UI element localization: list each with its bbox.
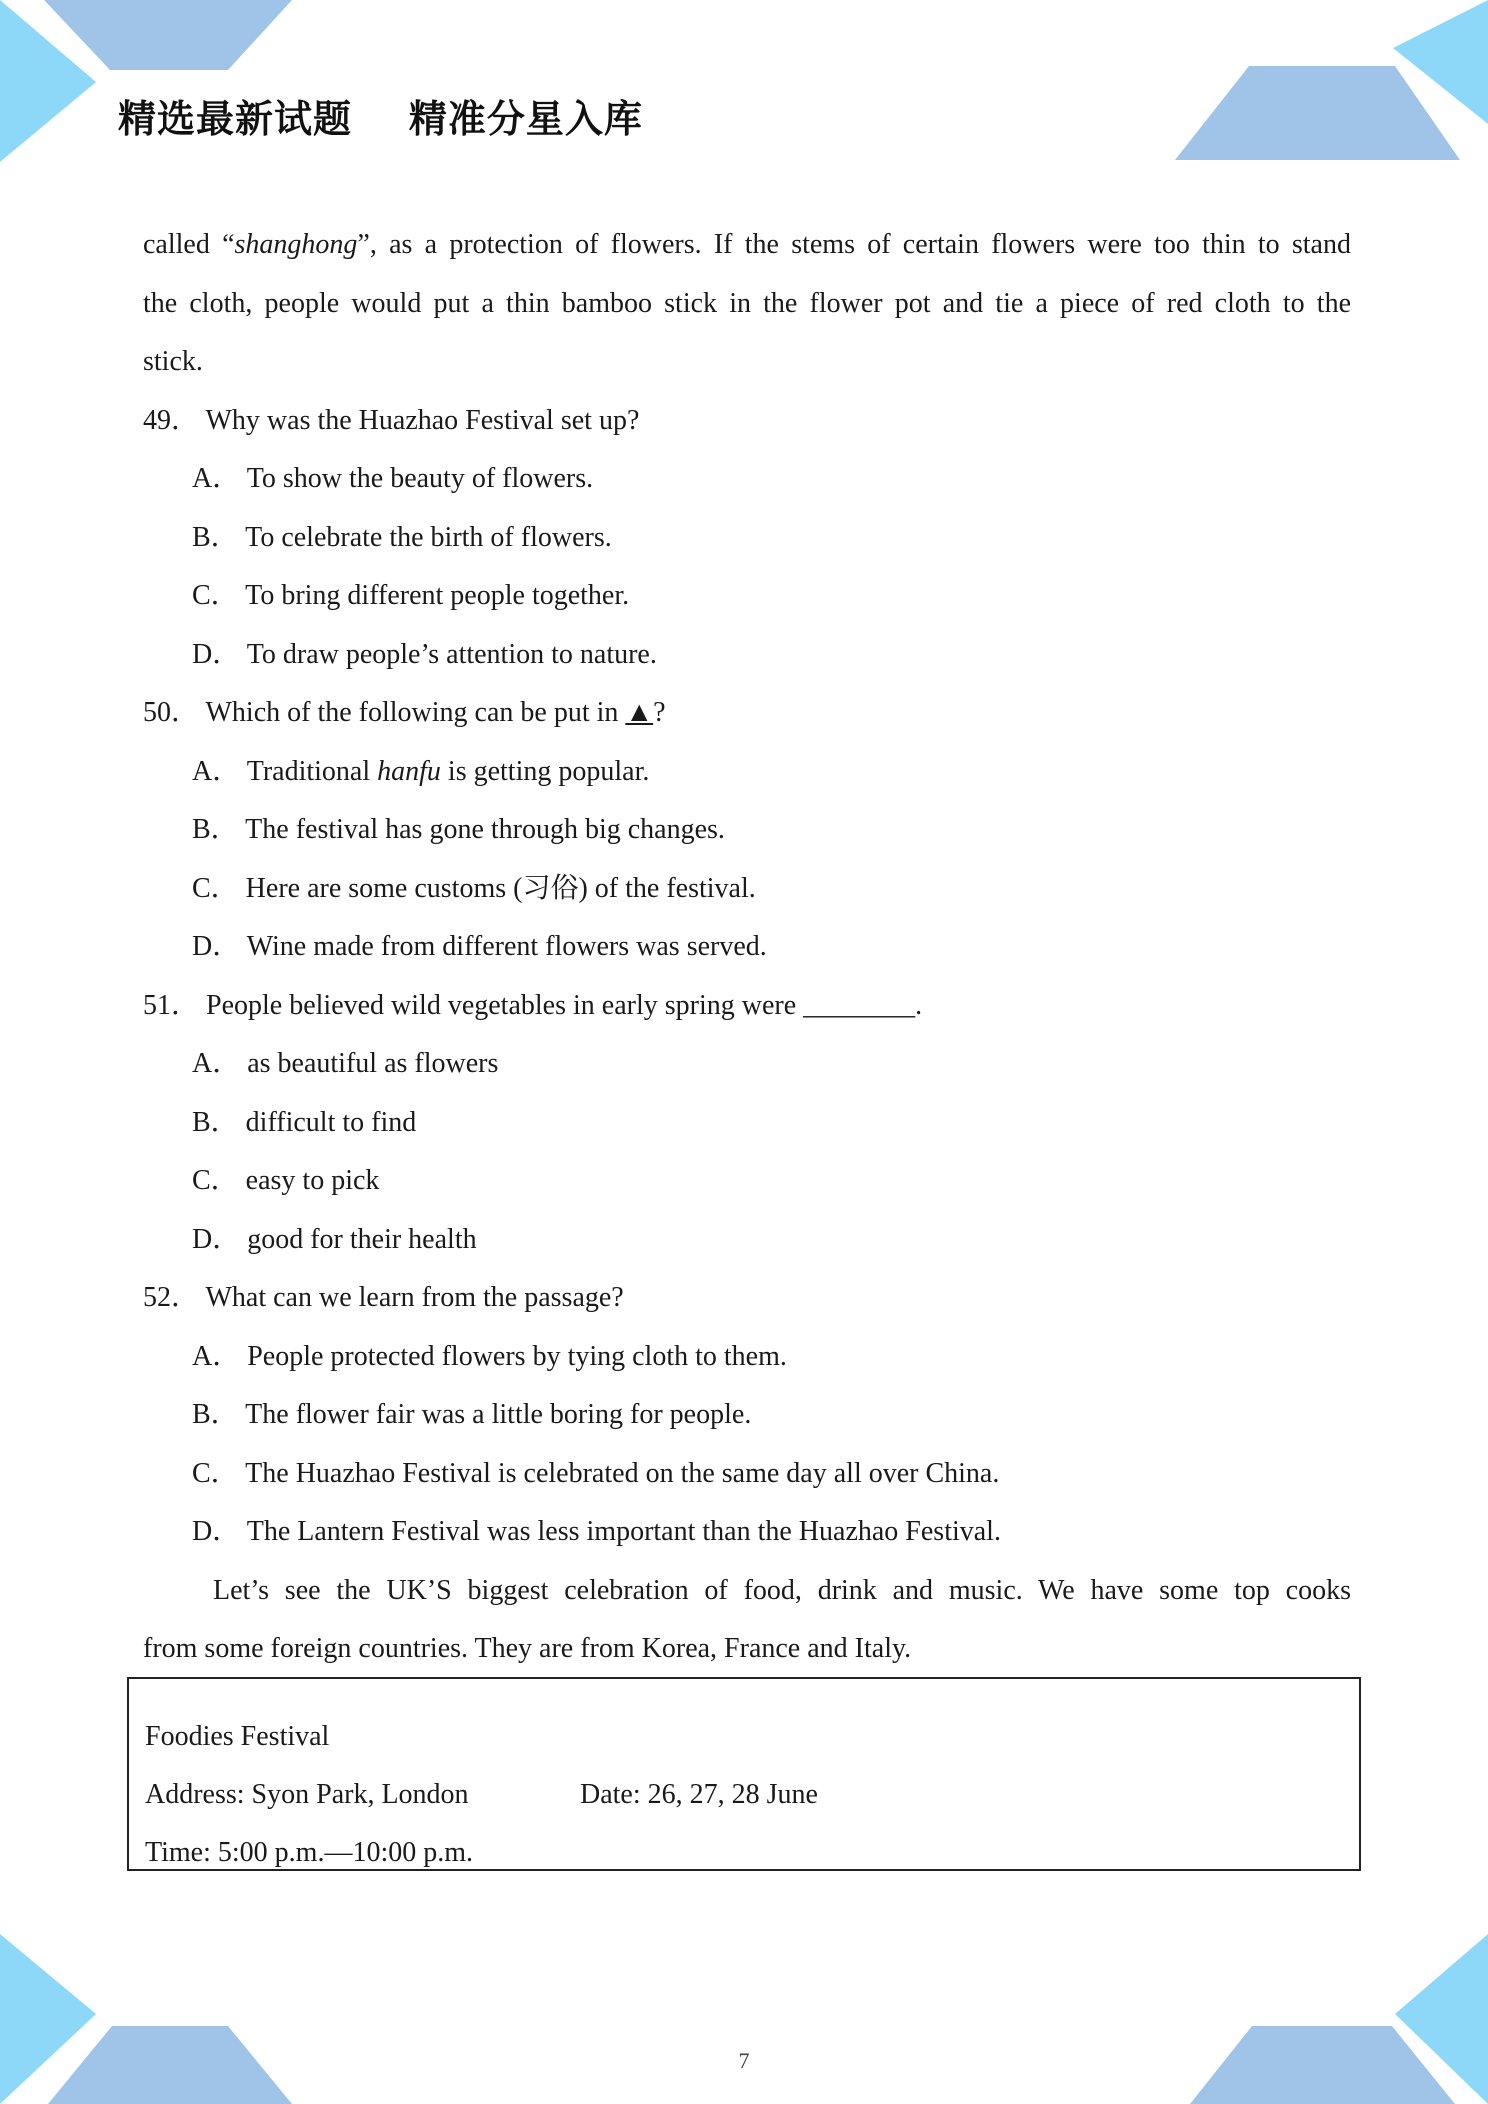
answer-option: B． The festival has gone through big changes. — [192, 814, 725, 845]
option-italic-term: hanfu — [377, 755, 441, 787]
question-stem: 51． People believed wild vegetables in early spring were ________. — [143, 989, 923, 1021]
header-title: 精选最新试题 精准分星入库 — [118, 97, 643, 141]
answer-option: C． The Huazhao Festival is celebrated on the same day all over China. — [192, 1457, 1000, 1489]
answer-option: D． To draw people’s attention to nature. — [192, 638, 657, 670]
question-stem: 49． Why was the Huazhao Festival set up? — [143, 404, 640, 436]
question-stem: 52． What can we learn from the passage? — [143, 1282, 624, 1313]
passage-text: called “ — [143, 229, 235, 260]
festival-date: Date: 26, 27, 28 June — [580, 1779, 818, 1810]
festival-title: Foodies Festival — [145, 1721, 330, 1752]
answer-option: B． difficult to find — [192, 1106, 417, 1138]
answer-option: D． good for their health — [192, 1223, 477, 1255]
festival-address: Address: Syon Park, London — [145, 1779, 469, 1810]
answer-option: C． To bring different people together. — [192, 580, 630, 611]
top-left-trapezoid — [44, 0, 292, 70]
passage-line: from some foreign countries. They are from Korea, France and Italy. — [143, 1633, 912, 1664]
answer-option: D． The Lantern Festival was less important than the Huazhao Festival. — [192, 1516, 1001, 1547]
exam-content — [143, 216, 1351, 1679]
question-text: 50． Which of the following can be put in — [143, 697, 626, 728]
answer-option: A． To show the beauty of flowers. — [192, 463, 594, 494]
answer-option: B． The flower fair was a little boring for people. — [192, 1399, 752, 1430]
festival-info-box — [127, 1677, 1361, 1871]
question-stem — [143, 684, 1351, 743]
passage-line: the cloth, people would put a thin bamboo stick in the flower pot and tie a piece of red cloth to the — [143, 287, 1351, 319]
answer-option — [143, 743, 1351, 802]
passage-line: Let’s see the UK’S biggest celebration of food, drink and music. We have some top cooks — [213, 1574, 1351, 1606]
option-text: A． Traditional — [192, 755, 378, 787]
answer-option: D． Wine made from different flowers was served. — [192, 931, 767, 962]
answer-option: A． as beautiful as flowers — [192, 1048, 499, 1079]
passage-text: ”, as a protection of flowers. If the stems of certain flowers were too thin to stand — [357, 229, 1351, 260]
passage-italic-term: shanghong — [234, 229, 358, 260]
answer-option: B． To celebrate the birth of flowers. — [192, 521, 612, 553]
page-number: 7 — [738, 2048, 750, 2073]
top-right-trapezoid — [1175, 66, 1460, 160]
blank-marker: ▲ — [625, 697, 654, 728]
answer-option: A． People protected flowers by tying cloth to them. — [192, 1340, 787, 1372]
passage-line: stick. — [143, 346, 203, 377]
festival-time: Time: 5:00 p.m.—10:00 p.m. — [145, 1837, 474, 1868]
passage-line — [143, 216, 1351, 275]
question-text: ? — [653, 697, 666, 728]
answer-option: C． easy to pick — [192, 1165, 380, 1196]
answer-option: C． Here are some customs (习俗) of the festival. — [192, 872, 756, 904]
option-text: is getting popular. — [440, 755, 650, 787]
